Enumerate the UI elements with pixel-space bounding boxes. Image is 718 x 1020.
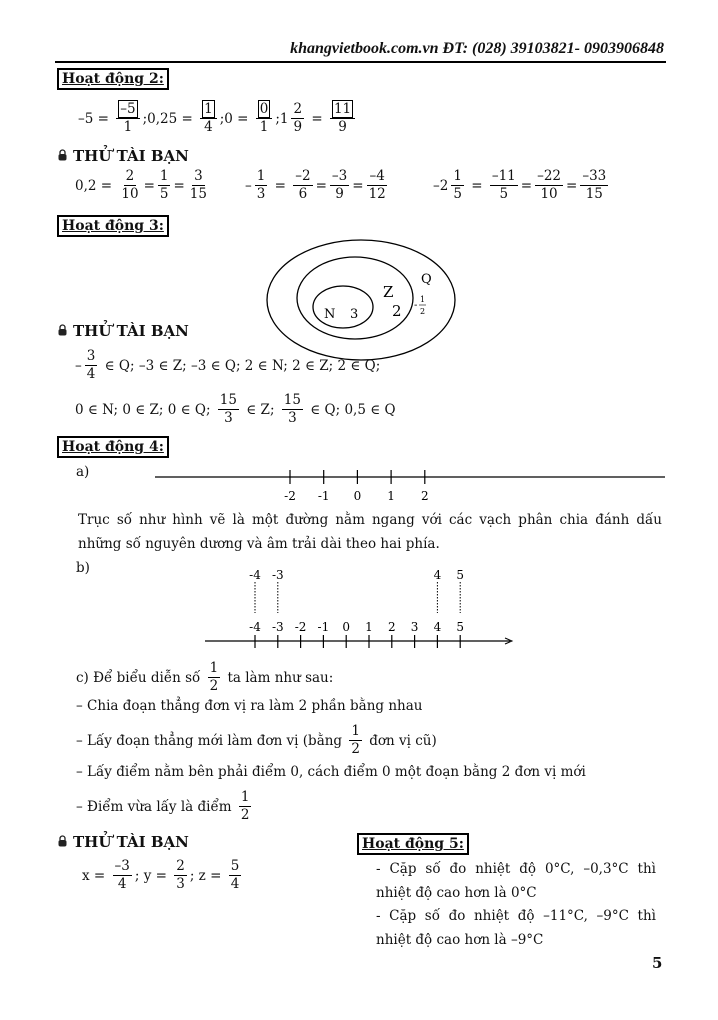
numerator: 2 [176,858,185,874]
venn-elem-z: 2 [392,302,402,320]
axis-tick-label: -4 [249,620,261,634]
page-number: 5 [652,954,663,972]
numerator: –5 [120,101,136,117]
numerator: 2 [293,101,303,117]
axis-tick-label: 2 [387,620,396,634]
denominator: 9 [338,119,347,135]
section-title-hd5: Hoạt động 5: [357,833,469,855]
expr-text: –5 = [78,110,114,127]
expr-text: ;0 = [219,110,253,127]
numerator: –3 [114,858,130,874]
venn-set-q [267,240,455,360]
numerator: 11 [333,101,352,117]
venn-set-n [313,286,373,328]
numerator: 1 [351,723,360,739]
hd5-item-1: - Cặp số đo nhiệt độ 0°C, –0,3°C thì nhiệt độ cao hơn là 0°C [376,861,656,901]
numerator: 1 [209,660,219,676]
denominator: 5 [453,186,462,202]
axis-tick-label: 0 [353,489,362,503]
axis-tick-label: -2 [294,620,307,634]
part-c-intro [76,660,333,695]
denominator: 3 [288,410,297,426]
section-title-hd2: Hoạt động 2: [57,68,169,90]
numerator: 5 [230,858,240,874]
venn-label-q: Q [421,272,432,287]
denominator: 4 [117,876,127,892]
denominator: 9 [293,119,303,135]
axis-tick-label: -1 [317,620,330,634]
expr-text: ; z = [189,867,226,884]
denominator: 4 [230,876,240,892]
expr-text: ta làm như sau: [223,669,334,686]
axis-tick-label: -2 [284,489,296,503]
fraction [218,392,239,427]
ttb-heading-2 [58,322,189,340]
numerator: 1 [240,789,250,805]
axis-tick-label: -3 [271,620,284,634]
venn-label-n: N [324,307,336,322]
expr-text: = [143,177,155,194]
numerator: 3 [86,348,96,364]
section-title-hd4: Hoạt động 4: [57,436,169,458]
denominator: 5 [499,186,509,202]
step-4 [76,789,254,824]
ttb-title: THỬ TÀI BẠN [73,147,189,165]
denominator: 1 [123,119,133,135]
ttb2-line-2 [75,392,396,427]
expr-text: = [270,177,291,194]
numerator: 1 [256,168,266,184]
numerator: –4 [369,168,385,184]
numerator: 15 [219,392,237,408]
venn-elem-q-num: 1 [420,295,426,304]
expr-text: –2 [433,177,449,194]
expr-text: – Lấy đoạn thẳng mới làm đơn vị (bằng [76,732,347,749]
marker-label: 5 [456,568,465,582]
denominator: 15 [189,186,207,202]
expr-text: – Lấy điểm nằm bên phải điểm 0, cách điểm 0 một đoạn bằng 2 đơn vị mới [76,764,586,780]
number-line-description: Trục số như hình vẽ là một đường nằm ngang với các vạch phân chia đánh dấu những số nguyên dương và âm trải dài theo hai phía. [78,512,662,552]
numerator: –33 [582,168,607,184]
expr-text: 0 ∈ N; 0 ∈ Z; 0 ∈ Q; [75,401,215,418]
numerator: 1 [159,168,169,184]
step-1 [76,698,423,714]
fraction [208,660,221,695]
expr-text: ;0,25 = [142,110,198,127]
denominator: 2 [240,807,250,823]
axis-tick-label: 4 [433,620,442,634]
denominator: 3 [256,186,266,202]
denominator: 10 [540,186,558,202]
denominator: 12 [368,186,386,202]
numerator: –3 [331,168,348,184]
fraction [282,392,303,427]
denominator: 3 [224,410,233,426]
number-line-a [155,470,665,503]
venn-elem-n: 3 [350,307,359,322]
fraction [113,858,132,893]
venn-elem-q-den: 2 [420,307,426,316]
numerator: 0 [259,101,269,117]
venn-label-z: Z [383,283,394,301]
expr-text: = [466,177,487,194]
denominator: 1 [259,119,269,135]
denominator: 6 [298,186,308,202]
numerator: 15 [283,392,301,408]
axis-tick-label: 1 [387,489,395,503]
hd5-item-2: - Cặp số đo nhiệt độ –11°C, –9°C thì nhiệt độ cao hơn là –9°C [376,908,656,948]
fraction [239,789,252,824]
step-2 [76,723,437,758]
expr-text: đơn vị cũ) [364,732,437,749]
lock-icon [58,833,67,851]
axis-tick-label: 5 [456,620,465,634]
denominator: 2 [351,741,360,757]
axis-tick-label: 3 [410,620,419,634]
marker-label: 4 [433,568,442,582]
expr-text: = [307,110,327,127]
numerator: 2 [125,168,135,184]
part-b-label: b) [76,560,90,576]
ttb2-line-1 [75,348,380,383]
expr-text: 0,2 = [75,177,117,194]
expr-text: = [315,177,327,194]
numerator: 3 [194,168,203,184]
expr-text: – Điểm vừa lấy là điểm [76,798,236,815]
denominator: 15 [585,186,603,202]
expr-text: = [566,177,578,194]
numerator: 1 [453,168,462,184]
expr-text: = [173,177,185,194]
expr-text: = [352,177,364,194]
denominator: 4 [86,366,96,382]
expr-text: ; y = [134,867,172,884]
fraction [229,858,242,893]
denominator: 3 [176,876,185,892]
numerator: –22 [537,168,562,184]
fraction [349,723,362,758]
part-a-label: a) [76,464,90,480]
denominator: 10 [121,186,139,202]
axis-tick-label: 1 [365,620,373,634]
fraction [85,348,98,383]
marker-label: -3 [271,568,284,582]
expr-text: ∈ Q; 0,5 ∈ Q [305,401,396,418]
numerator: –2 [295,168,311,184]
ttb-title: THỬ TÀI BẠN [73,833,189,851]
denominator: 9 [335,186,344,202]
expr-text: ∈ Q; –3 ∈ Z; –3 ∈ Q; 2 ∈ N; 2 ∈ Z; 2 ∈ Q; [100,357,381,374]
axis-tick-label: 2 [420,489,429,503]
numerator: –11 [491,168,516,184]
expr-text: – [245,177,252,194]
expr-text: c) Để biểu diễn số [76,669,205,686]
ttb-title: THỬ TÀI BẠN [73,322,189,340]
ttb3-expression [82,858,244,893]
denominator: 2 [209,678,219,694]
header-contact: khangvietbook.com.vn ĐT: (028) 39103821- 0903906848 [290,40,664,57]
fraction [174,858,187,893]
marker-label: -4 [249,568,261,582]
numerator: 1 [204,101,213,117]
number-line-b [205,568,512,648]
axis-tick-label: 0 [342,620,351,634]
section-title-hd3: Hoạt động 3: [57,215,169,237]
expr-text: ;1 [275,110,289,127]
expr-text: x = [82,867,110,884]
ttb-heading-3 [58,833,189,851]
denominator: 4 [204,119,213,135]
expr-text: ∈ Z; [241,401,279,418]
axis-tick-label: -1 [317,489,330,503]
lock-icon [58,322,67,340]
expr-text: – [75,357,82,374]
expr-text: – Chia đoạn thẳng đơn vị ra làm 2 phần bằng nhau [76,698,423,714]
expr-text: = [520,177,533,194]
venn-elem-q-sign: - [414,300,418,311]
step-3 [76,764,586,780]
denominator: 5 [159,186,169,202]
